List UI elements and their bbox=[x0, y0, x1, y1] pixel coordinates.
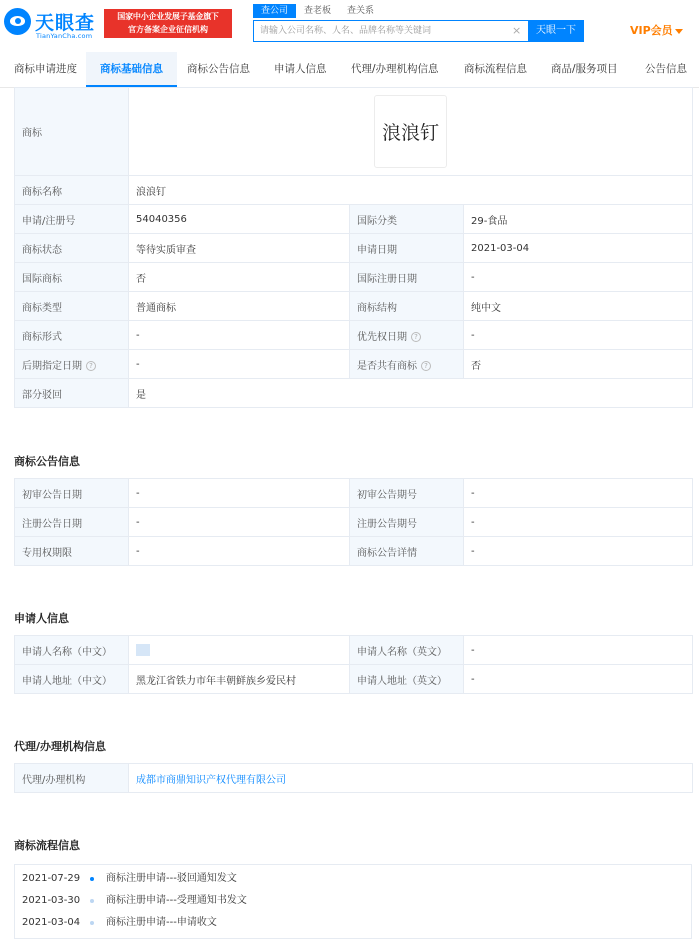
cell-value: - bbox=[464, 479, 693, 508]
timeline-text: 商标注册申请---驳回通知发文 bbox=[106, 873, 237, 884]
table-row bbox=[15, 292, 693, 321]
cell-value: - bbox=[464, 263, 693, 292]
table-row bbox=[15, 537, 693, 566]
clear-icon[interactable]: × bbox=[512, 24, 522, 37]
timeline-date: 2021-03-04 bbox=[22, 917, 81, 928]
trademark-image-cell bbox=[129, 88, 693, 176]
cell-label: 初审公告期号 bbox=[350, 479, 464, 508]
cell-label: 商标形式 bbox=[15, 321, 129, 350]
cell-value: - bbox=[129, 479, 350, 508]
search-box bbox=[253, 20, 584, 42]
help-icon[interactable]: ? bbox=[86, 361, 96, 371]
cell-value: 纯中文 bbox=[464, 292, 693, 321]
vip-member-menu[interactable] bbox=[630, 22, 683, 38]
agency-table bbox=[14, 763, 693, 793]
logo-domain: TianYanCha.com bbox=[36, 32, 93, 40]
search-tab-company[interactable]: 查公司 bbox=[253, 4, 296, 18]
table-row bbox=[15, 88, 693, 176]
cell-value: 54040356 bbox=[129, 205, 350, 234]
cell-value: - bbox=[464, 665, 693, 694]
cell-label: 专用权期限 bbox=[15, 537, 129, 566]
timeline-dot-icon bbox=[90, 877, 94, 881]
table-row bbox=[15, 263, 693, 292]
eye-logo-icon bbox=[4, 8, 31, 35]
timeline-text: 商标注册申请---受理通知书发文 bbox=[106, 895, 247, 906]
announcement-table bbox=[14, 478, 693, 566]
cell-label: 商标类型 bbox=[15, 292, 129, 321]
cell-label: 申请日期 bbox=[350, 234, 464, 263]
section-nav bbox=[0, 52, 699, 88]
cell-value: 黑龙江省铁力市年丰朝鲜族乡爱民村 bbox=[129, 665, 350, 694]
table-row bbox=[15, 479, 693, 508]
table-row bbox=[15, 665, 693, 694]
cell-label: 申请人名称（中文） bbox=[15, 636, 129, 665]
cell-value: - bbox=[129, 350, 350, 379]
cell-value: 否 bbox=[129, 263, 350, 292]
cell-value: 2021-03-04 bbox=[464, 234, 693, 263]
announcement-section-title: 商标公告信息 bbox=[14, 455, 80, 468]
cell-value: - bbox=[464, 636, 693, 665]
cell-label: 后期指定日期 bbox=[22, 360, 82, 372]
tab-basic-info[interactable]: 商标基础信息 bbox=[86, 52, 177, 87]
agency-cell bbox=[129, 764, 693, 793]
timeline-date: 2021-03-30 bbox=[22, 895, 81, 906]
cell-value: - bbox=[464, 321, 693, 350]
cell-label-with-help bbox=[350, 321, 464, 350]
process-section-title: 商标流程信息 bbox=[14, 839, 80, 852]
cell-value: 普通商标 bbox=[129, 292, 350, 321]
cell-value: 是 bbox=[129, 379, 693, 408]
tab-applicant-info[interactable]: 申请人信息 bbox=[274, 63, 327, 75]
banner-line-1: 国家中小企业发展子基金旗下 bbox=[117, 12, 219, 21]
masked-name bbox=[136, 644, 150, 656]
cell-value: - bbox=[129, 508, 350, 537]
tianyancha-logo[interactable] bbox=[4, 6, 99, 40]
timeline-date: 2021-07-29 bbox=[22, 873, 81, 884]
cell-label-with-help bbox=[15, 350, 129, 379]
logo-name: 天眼查 bbox=[35, 12, 96, 34]
search-type-tabs bbox=[253, 4, 382, 18]
search-tab-relation[interactable]: 查关系 bbox=[347, 6, 375, 16]
tab-application-progress[interactable]: 商标申请进度 bbox=[14, 63, 77, 75]
cell-label: 申请人名称（英文） bbox=[350, 636, 464, 665]
cell-value: 否 bbox=[464, 350, 693, 379]
tab-announcement-info[interactable]: 商标公告信息 bbox=[187, 63, 250, 75]
banner-line-2: 官方备案企业征信机构 bbox=[128, 25, 208, 34]
trademark-label: 商标 bbox=[15, 88, 129, 176]
table-row bbox=[15, 379, 693, 408]
promo-banner[interactable] bbox=[104, 9, 232, 38]
cell-label-with-help bbox=[350, 350, 464, 379]
cell-label: 是否共有商标 bbox=[357, 360, 417, 372]
tab-goods-services[interactable]: 商品/服务项目 bbox=[551, 63, 618, 75]
caret-down-icon bbox=[675, 29, 683, 34]
cell-label: 初审公告日期 bbox=[15, 479, 129, 508]
search-button[interactable]: 天眼一下 bbox=[528, 20, 584, 42]
table-row bbox=[15, 321, 693, 350]
trademark-image-text: 浪浪钉 bbox=[381, 122, 439, 144]
timeline-dot-icon bbox=[90, 921, 94, 925]
help-icon[interactable]: ? bbox=[421, 361, 431, 371]
cell-value: - bbox=[464, 508, 693, 537]
cell-value: 29-食品 bbox=[464, 205, 693, 234]
cell-label: 注册公告日期 bbox=[15, 508, 129, 537]
cell-value: 等待实质审查 bbox=[129, 234, 350, 263]
tab-notice-info[interactable]: 公告信息 bbox=[645, 63, 687, 75]
cell-label: 代理/办理机构 bbox=[15, 764, 129, 793]
table-row bbox=[15, 234, 693, 263]
timeline-text: 商标注册申请---申请收文 bbox=[106, 917, 217, 928]
applicant-table bbox=[14, 635, 693, 694]
table-row bbox=[15, 636, 693, 665]
table-row bbox=[15, 205, 693, 234]
vip-label: VIP会员 bbox=[630, 24, 673, 37]
trademark-image[interactable] bbox=[374, 95, 447, 168]
timeline-dot-icon bbox=[90, 899, 94, 903]
agency-section-title: 代理/办理机构信息 bbox=[14, 740, 107, 753]
cell-value: - bbox=[129, 321, 350, 350]
name-label: 商标名称 bbox=[15, 176, 129, 205]
cell-label: 注册公告期号 bbox=[350, 508, 464, 537]
applicant-name-cell bbox=[129, 636, 350, 665]
cell-value: - bbox=[129, 537, 350, 566]
timeline-item bbox=[15, 870, 691, 888]
table-row bbox=[15, 176, 693, 205]
search-input[interactable] bbox=[254, 21, 514, 41]
top-header bbox=[0, 0, 699, 52]
applicant-section-title: 申请人信息 bbox=[14, 612, 69, 625]
cell-label: 国际商标 bbox=[15, 263, 129, 292]
cell-label: 商标状态 bbox=[15, 234, 129, 263]
cell-label: 申请/注册号 bbox=[15, 205, 129, 234]
table-row bbox=[15, 764, 693, 793]
agency-link[interactable]: 成都市商鼎知识产权代理有限公司 bbox=[136, 774, 286, 786]
search-tab-boss[interactable]: 查老板 bbox=[304, 6, 332, 16]
cell-label: 申请人地址（中文） bbox=[15, 665, 129, 694]
cell-label: 国际分类 bbox=[350, 205, 464, 234]
basic-info-table bbox=[14, 87, 693, 408]
timeline-item bbox=[15, 892, 691, 910]
tab-agency-info[interactable]: 代理/办理机构信息 bbox=[351, 63, 439, 75]
cell-label: 商标公告详情 bbox=[350, 537, 464, 566]
timeline-item bbox=[15, 914, 691, 932]
process-timeline bbox=[14, 864, 692, 939]
cell-label: 部分驳回 bbox=[15, 379, 129, 408]
cell-label: 申请人地址（英文） bbox=[350, 665, 464, 694]
cell-value: - bbox=[464, 537, 693, 566]
table-row bbox=[15, 508, 693, 537]
cell-label: 优先权日期 bbox=[357, 331, 407, 343]
name-value: 浪浪钉 bbox=[129, 176, 693, 205]
table-row bbox=[15, 350, 693, 379]
help-icon[interactable]: ? bbox=[411, 332, 421, 342]
cell-label: 商标结构 bbox=[350, 292, 464, 321]
cell-label: 国际注册日期 bbox=[350, 263, 464, 292]
tab-process-info[interactable]: 商标流程信息 bbox=[464, 63, 527, 75]
